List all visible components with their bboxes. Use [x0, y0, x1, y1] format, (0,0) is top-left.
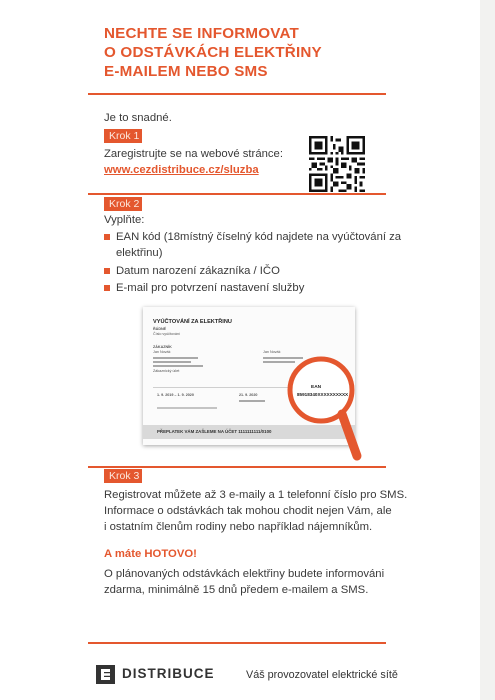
bill-customer-name: Jan Novák [153, 350, 171, 354]
bill-text-line [153, 365, 203, 367]
done-line-1: O plánovaných odstávkách elektřiny budete informováni [104, 568, 385, 580]
step-3-line-2: Informace o odstávkách tak mohou chodit nejen Vám, ale [104, 505, 392, 517]
bullet-square-icon [104, 285, 110, 291]
bill-customer-label: ZÁKAZNÍK [153, 345, 172, 349]
ean-label: EAN [311, 385, 322, 390]
step-1-text: Zaregistrujte se na webové stránce: [104, 148, 283, 160]
bill-customer-name-right: Jan Novák [263, 350, 281, 354]
cez-logo-icon [96, 665, 115, 684]
step-3-label: Krok 3 [104, 469, 142, 483]
bill-date: 21. 9. 2020 [239, 393, 258, 397]
title-line-2: O ODSTÁVKÁCH ELEKTŘINY [104, 44, 322, 61]
bill-field-2: Zákaznický účet [153, 369, 180, 373]
bullet-text: Datum narození zákazníka / IČO [116, 265, 280, 277]
bill-period: 1. 9. 2019 – 1. 9. 2020 [157, 393, 194, 397]
bill-subtitle: ŘÁDNÉ [153, 327, 167, 331]
bullet-text: E-mail pro potvrzení nastavení služby [116, 282, 305, 294]
bullet-item-birthdate [104, 263, 424, 279]
bill-text-line [239, 400, 265, 402]
divider-footer [88, 642, 386, 644]
magnifier-icon [283, 352, 365, 464]
footer-slogan: Váš provozovatel elektrické sítě [246, 669, 398, 681]
done-line-2: zdarma, minimálně 15 dnů předem e-mailem a SMS. [104, 584, 369, 596]
bill-text-line [157, 407, 217, 409]
intro-text: Je to snadné. [104, 112, 172, 124]
footer-brand: DISTRIBUCE [122, 666, 215, 681]
bullet-text: EAN kód (18místný číselný kód najdete na vyúčtování za elektřinu) [116, 231, 402, 259]
done-heading: A máte HOTOVO! [104, 548, 197, 560]
ean-value: 85918340XXXXXXXXXX [297, 392, 349, 397]
qr-code-icon[interactable] [309, 136, 365, 192]
divider-step-3 [88, 466, 386, 468]
divider-top [88, 93, 386, 95]
registration-link[interactable]: www.cezdistribuce.cz/sluzba [104, 164, 259, 176]
title-line-1: NECHTE SE INFORMOVAT [104, 25, 299, 42]
bill-title: VYÚČTOVÁNÍ ZA ELEKTŘINU [153, 319, 232, 325]
bill-refund-text: PŘEPLATEK VÁM ZAŠLEME NA ÚČET 1111111111/0100 [157, 429, 272, 434]
divider-step-2 [88, 193, 386, 195]
step-3-line-3: i ostatním členům rodiny nebo například nájemníkům. [104, 521, 373, 533]
title-line-3: E-MAILEM NEBO SMS [104, 63, 268, 80]
step-2-text: Vyplňte: [104, 214, 145, 226]
bill-text-line [153, 361, 191, 363]
bullet-item-email [104, 280, 424, 296]
bullet-square-icon [104, 234, 110, 240]
bill-separator [153, 387, 293, 388]
bullet-item-ean [104, 229, 424, 261]
bill-text-line [153, 357, 198, 359]
leaflet-title [104, 24, 434, 81]
bill-field-1: Číslo vyúčtování [153, 332, 181, 336]
step-3-line-1: Registrovat můžete až 3 e-maily a 1 telefonní číslo pro SMS. [104, 489, 408, 501]
step-1-label: Krok 1 [104, 129, 142, 143]
bullet-square-icon [104, 268, 110, 274]
step-2-label: Krok 2 [104, 197, 142, 211]
